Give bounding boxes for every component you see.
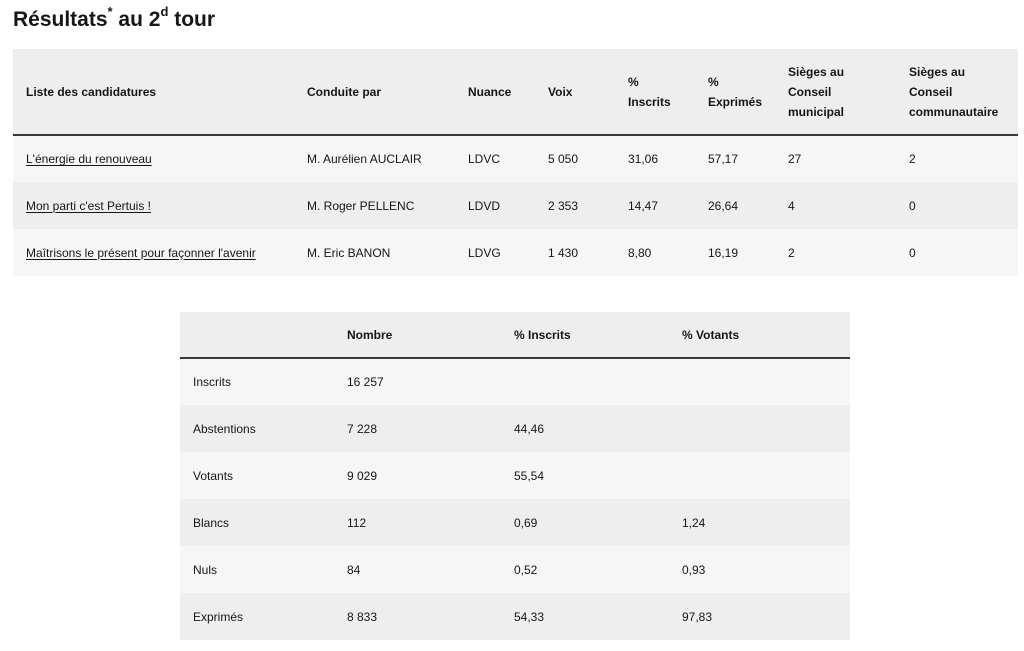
cell-pct-inscrits: 8,80 bbox=[628, 245, 652, 260]
cell-nombre: 16 257 bbox=[347, 375, 384, 389]
col-header-pct-exprimes bbox=[708, 49, 788, 135]
cell-pct-inscrits: 44,46 bbox=[514, 421, 545, 436]
table-row bbox=[180, 593, 850, 640]
cell-label: Exprimés bbox=[193, 609, 244, 624]
cell-label: Votants bbox=[193, 468, 234, 483]
cell-pct-votants: 1,24 bbox=[682, 515, 706, 530]
cell-pct-inscrits: 0,52 bbox=[514, 562, 538, 577]
cell-label: Abstentions bbox=[193, 421, 256, 436]
header-line: Sièges au bbox=[909, 64, 966, 79]
table-row bbox=[13, 229, 1018, 276]
cell-liste bbox=[13, 182, 307, 229]
header-line: % bbox=[708, 74, 719, 89]
cell-sieges-municipal: 4 bbox=[788, 198, 795, 213]
col-header-pct-votants: % Votants bbox=[682, 312, 850, 358]
col-header-pct-inscrits: % Inscrits bbox=[514, 312, 682, 358]
header-line: municipal bbox=[788, 104, 845, 119]
participation-table bbox=[180, 312, 850, 640]
cell-nombre: 8 833 bbox=[347, 609, 378, 624]
footnote-star: * bbox=[107, 4, 113, 19]
cell-pct-votants bbox=[682, 405, 850, 452]
cell-nombre: 84 bbox=[347, 562, 361, 577]
table-row bbox=[180, 405, 850, 452]
cell-sieges-municipal: 27 bbox=[788, 152, 802, 166]
cell-sieges-communautaire: 2 bbox=[909, 152, 916, 166]
col-header-pct-inscrits bbox=[628, 49, 708, 135]
cell-voix: 5 050 bbox=[548, 152, 579, 166]
title-after: au 2 bbox=[112, 8, 161, 31]
title-text: Résultats bbox=[13, 8, 108, 31]
col-header-voix: Voix bbox=[548, 49, 628, 135]
cell-liste bbox=[13, 135, 307, 182]
cell-pct-inscrits bbox=[514, 358, 682, 405]
cell-nuance: LDVC bbox=[468, 152, 501, 166]
page-title bbox=[13, 6, 215, 32]
col-header-conduite: Conduite par bbox=[307, 49, 468, 135]
participation-header-row bbox=[180, 312, 850, 358]
cell-liste bbox=[13, 229, 307, 276]
cell-nombre: 7 228 bbox=[347, 421, 378, 436]
table-row bbox=[180, 358, 850, 405]
header-line: communautaire bbox=[909, 104, 999, 119]
cell-pct-inscrits: 0,69 bbox=[514, 515, 538, 530]
cell-nuance: LDVG bbox=[468, 245, 501, 260]
cell-sieges-communautaire: 0 bbox=[909, 198, 916, 213]
cell-sieges-communautaire: 0 bbox=[909, 245, 916, 260]
cell-pct-votants: 97,83 bbox=[682, 609, 713, 624]
table-row bbox=[180, 452, 850, 499]
col-header-sieges-communautaire bbox=[909, 49, 1018, 135]
header-line: % bbox=[628, 74, 639, 89]
cell-conduite: M. Aurélien AUCLAIR bbox=[307, 152, 422, 166]
col-header-blank bbox=[180, 312, 347, 358]
liste-link[interactable]: L'énergie du renouveau bbox=[26, 152, 152, 166]
cell-pct-votants: 0,93 bbox=[682, 562, 706, 577]
col-header-nombre: Nombre bbox=[347, 312, 514, 358]
col-header-nuance: Nuance bbox=[468, 49, 548, 135]
cell-sieges-municipal: 2 bbox=[788, 245, 795, 260]
cell-pct-exprimes: 16,19 bbox=[708, 245, 739, 260]
cell-pct-exprimes: 26,64 bbox=[708, 198, 739, 213]
cell-label: Inscrits bbox=[193, 375, 232, 389]
header-line: Conseil bbox=[909, 84, 953, 99]
results-table bbox=[13, 49, 1018, 276]
liste-link[interactable]: Mon parti c'est Pertuis ! bbox=[26, 198, 152, 213]
cell-conduite: M. Roger PELLENC bbox=[307, 198, 415, 213]
cell-voix: 1 430 bbox=[548, 245, 579, 260]
col-header-liste: Liste des candidatures bbox=[13, 49, 307, 135]
cell-pct-inscrits: 54,33 bbox=[514, 609, 545, 624]
title-tail: tour bbox=[168, 8, 216, 31]
header-line: Inscrits bbox=[628, 94, 671, 109]
cell-pct-votants bbox=[682, 358, 850, 405]
cell-pct-votants bbox=[682, 452, 850, 499]
cell-nombre: 112 bbox=[347, 515, 367, 530]
cell-pct-inscrits: 55,54 bbox=[514, 468, 545, 483]
cell-label: Nuls bbox=[193, 562, 218, 577]
cell-label: Blancs bbox=[193, 515, 230, 530]
title-superscript: d bbox=[160, 4, 169, 19]
liste-link[interactable]: Maîtrisons le présent pour façonner l'avenir bbox=[26, 245, 256, 260]
header-line: Sièges au bbox=[788, 64, 845, 79]
table-row bbox=[180, 499, 850, 546]
cell-voix: 2 353 bbox=[548, 198, 579, 213]
cell-nuance: LDVD bbox=[468, 198, 501, 213]
cell-pct-exprimes: 57,17 bbox=[708, 152, 739, 166]
cell-nombre: 9 029 bbox=[347, 468, 378, 483]
table-row bbox=[13, 135, 1018, 182]
col-header-sieges-municipal bbox=[788, 49, 909, 135]
table-row bbox=[180, 546, 850, 593]
cell-conduite: M. Eric BANON bbox=[307, 245, 391, 260]
cell-pct-inscrits: 31,06 bbox=[628, 152, 659, 166]
table-row bbox=[13, 182, 1018, 229]
cell-pct-inscrits: 14,47 bbox=[628, 198, 659, 213]
header-line: Exprimés bbox=[708, 94, 763, 109]
results-header-row bbox=[13, 49, 1018, 135]
header-line: Conseil bbox=[788, 84, 832, 99]
